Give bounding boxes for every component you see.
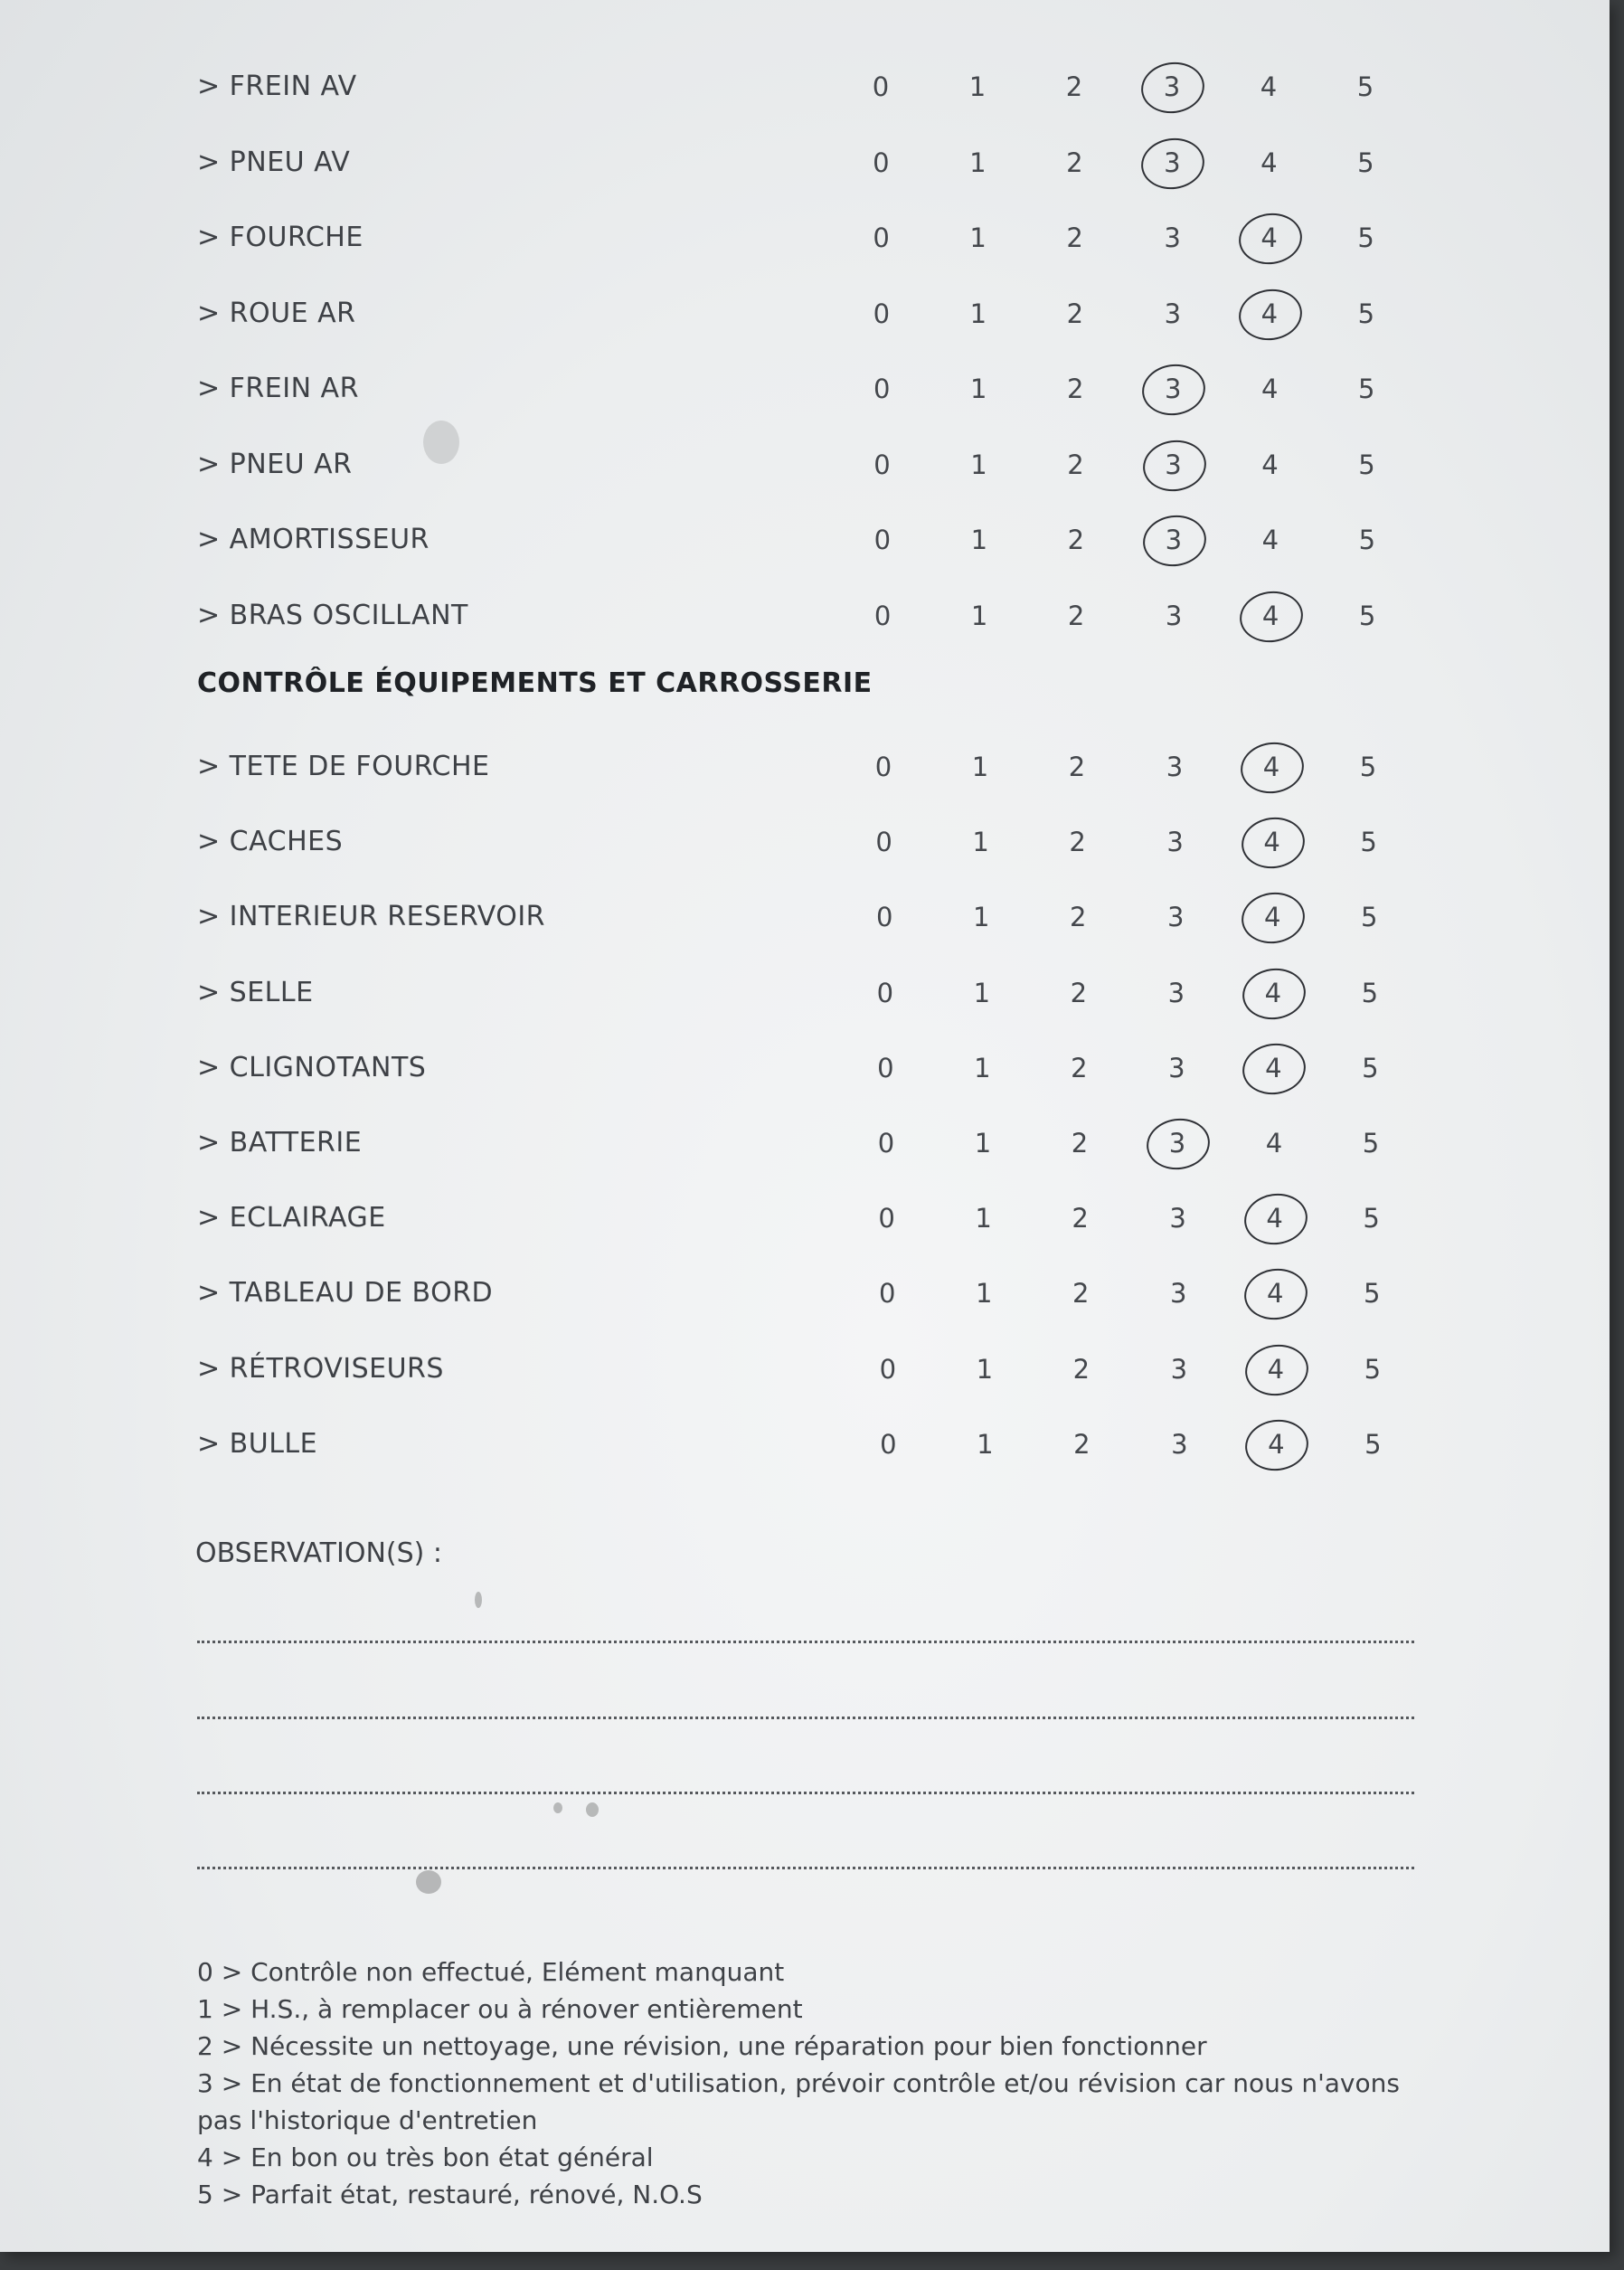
- score-option[interactable]: 1: [975, 1278, 993, 1310]
- score-option[interactable]: 1: [969, 222, 987, 253]
- score-option[interactable]: 0: [878, 1278, 896, 1310]
- score-option[interactable]: 4: [1265, 1128, 1283, 1159]
- score-option[interactable]: 5: [1362, 1128, 1380, 1159]
- row-label: > PNEU AR: [197, 448, 353, 480]
- score-option[interactable]: 0: [878, 1203, 895, 1234]
- score-option[interactable]: 1: [968, 71, 987, 102]
- row-label: > TABLEAU DE BORD: [197, 1277, 494, 1310]
- score-option[interactable]: 1: [969, 147, 987, 178]
- score-option[interactable]: 3: [1171, 1428, 1188, 1460]
- rating-row: [0, 287, 1610, 341]
- row-label: > ECLAIRAGE: [197, 1202, 386, 1234]
- row-label: > FOURCHE: [197, 222, 364, 253]
- score-option[interactable]: 0: [874, 752, 892, 782]
- row-label: > SELLE: [197, 976, 314, 1008]
- score-option[interactable]: 2: [1072, 1278, 1090, 1310]
- score-option[interactable]: 2: [1071, 1128, 1089, 1159]
- score-option-selected[interactable]: 4: [1248, 1266, 1302, 1320]
- rating-row: [0, 60, 1610, 114]
- rating-row: [0, 890, 1610, 944]
- score-option[interactable]: 0: [873, 449, 891, 480]
- score-option-selected[interactable]: 4: [1243, 589, 1298, 643]
- observation-line[interactable]: [197, 1792, 1414, 1794]
- score-option-selected[interactable]: 3: [1147, 438, 1201, 492]
- score-option[interactable]: 1: [974, 1128, 992, 1159]
- smudge: [475, 1592, 482, 1608]
- rating-row: [0, 1266, 1610, 1320]
- legend-item-1: 1 > H.S., à remplacer ou à rénover entièrement: [197, 1994, 803, 2024]
- score-option[interactable]: 5: [1357, 222, 1374, 253]
- score-option[interactable]: 1: [969, 374, 987, 404]
- score-option[interactable]: 1: [970, 449, 987, 480]
- smudge: [423, 421, 459, 464]
- rating-row: [0, 1041, 1610, 1095]
- rating-row: [0, 966, 1610, 1020]
- row-label: > BATTERIE: [197, 1127, 363, 1159]
- rating-row: [0, 438, 1610, 492]
- score-option[interactable]: 5: [1362, 1052, 1379, 1083]
- rating-row: [0, 513, 1610, 567]
- score-option[interactable]: 2: [1069, 827, 1086, 858]
- row-label: > RÉTROVISEURS: [197, 1352, 444, 1385]
- score-option[interactable]: 0: [873, 222, 890, 253]
- score-option[interactable]: 5: [1358, 449, 1375, 480]
- score-option[interactable]: 3: [1166, 752, 1184, 782]
- score-option[interactable]: 0: [877, 1128, 895, 1159]
- score-option[interactable]: 1: [974, 1052, 991, 1083]
- score-option[interactable]: 2: [1067, 525, 1085, 555]
- rating-row: [0, 1191, 1610, 1245]
- legend: [197, 1953, 1427, 2213]
- score-option[interactable]: 5: [1364, 1428, 1382, 1460]
- row-label: > AMORTISSEUR: [197, 524, 430, 555]
- observation-line[interactable]: [197, 1717, 1414, 1719]
- observation-line[interactable]: [197, 1641, 1414, 1643]
- score-option-selected[interactable]: 4: [1248, 1191, 1302, 1245]
- score-option[interactable]: 0: [873, 147, 890, 178]
- score-option[interactable]: 1: [970, 525, 988, 555]
- score-option[interactable]: 0: [873, 600, 892, 631]
- score-option[interactable]: 2: [1066, 298, 1084, 329]
- score-option[interactable]: 5: [1357, 147, 1374, 178]
- score-option[interactable]: 4: [1261, 449, 1279, 480]
- rating-row: [0, 1342, 1610, 1396]
- score-option[interactable]: 2: [1065, 71, 1083, 102]
- score-option[interactable]: 0: [875, 902, 893, 933]
- score-option[interactable]: 1: [972, 902, 990, 933]
- score-option[interactable]: 3: [1167, 977, 1185, 1008]
- score-option[interactable]: 1: [977, 1428, 994, 1460]
- score-option[interactable]: 3: [1164, 222, 1181, 253]
- score-option[interactable]: 1: [973, 977, 991, 1008]
- score-option[interactable]: 2: [1070, 977, 1088, 1008]
- score-option-selected[interactable]: 3: [1145, 136, 1199, 190]
- score-option[interactable]: 0: [873, 298, 891, 329]
- score-option-selected[interactable]: 3: [1146, 362, 1200, 416]
- legend-item-5: 5 > Parfait état, restauré, rénové, N.O.S: [197, 2180, 703, 2209]
- score-option-selected[interactable]: 4: [1246, 966, 1300, 1020]
- score-option[interactable]: 2: [1066, 222, 1083, 253]
- rating-row: [0, 211, 1610, 265]
- score-option-selected[interactable]: 4: [1245, 815, 1299, 869]
- score-option[interactable]: 3: [1170, 1353, 1188, 1385]
- score-option[interactable]: 5: [1361, 977, 1379, 1008]
- score-option[interactable]: 1: [970, 600, 988, 631]
- row-label: > PNEU AV: [197, 146, 351, 178]
- score-option[interactable]: 2: [1067, 600, 1085, 631]
- score-option[interactable]: 5: [1357, 374, 1375, 404]
- smudge: [586, 1802, 599, 1817]
- section-title: CONTRÔLE ÉQUIPEMENTS ET CARROSSERIE: [197, 667, 873, 699]
- score-option[interactable]: 1: [971, 752, 989, 782]
- score-option[interactable]: 1: [969, 298, 987, 329]
- score-option-selected[interactable]: 4: [1245, 890, 1299, 944]
- score-option[interactable]: 5: [1359, 752, 1377, 782]
- score-option[interactable]: 3: [1166, 827, 1184, 858]
- score-option[interactable]: 4: [1261, 525, 1279, 555]
- rating-row: [0, 815, 1610, 869]
- rating-row: [0, 740, 1610, 794]
- legend-item-4: 4 > En bon ou très bon état général: [197, 2142, 654, 2172]
- score-option[interactable]: 0: [877, 1052, 894, 1083]
- score-option-selected[interactable]: 3: [1147, 513, 1201, 567]
- score-option[interactable]: 2: [1066, 147, 1083, 178]
- row-label: > BRAS OSCILLANT: [197, 599, 468, 631]
- score-option[interactable]: 5: [1358, 600, 1376, 631]
- row-label: > CACHES: [197, 826, 344, 858]
- legend-item-0: 0 > Contrôle non effectué, Elément manquant: [197, 1957, 785, 1987]
- row-label: > TETE DE FOURCHE: [197, 751, 490, 782]
- smudge: [416, 1870, 441, 1894]
- observation-line[interactable]: [197, 1867, 1414, 1869]
- score-option-selected[interactable]: 3: [1150, 1116, 1204, 1170]
- smudge: [553, 1802, 562, 1813]
- score-option[interactable]: 5: [1363, 1278, 1381, 1310]
- score-option[interactable]: 0: [880, 1428, 897, 1460]
- score-option-selected[interactable]: 4: [1244, 740, 1298, 794]
- row-label: > BULLE: [197, 1427, 318, 1460]
- score-option[interactable]: 5: [1356, 71, 1374, 102]
- row-label: > INTERIEUR RESERVOIR: [197, 901, 546, 933]
- row-label: > FREIN AV: [197, 71, 357, 102]
- score-option[interactable]: 5: [1360, 827, 1377, 858]
- score-option[interactable]: 3: [1168, 1052, 1185, 1083]
- score-option[interactable]: 1: [972, 827, 989, 858]
- score-option-selected[interactable]: 4: [1242, 287, 1297, 341]
- legend-item-3: 3 > En état de fonctionnement et d'utilisation, prévoir contrôle et/ou révision car nous n'avons pas l'historique d'entretien: [197, 2068, 1400, 2135]
- score-option-selected[interactable]: 4: [1242, 211, 1297, 265]
- rating-row: [0, 1116, 1610, 1170]
- score-option-selected[interactable]: 4: [1246, 1041, 1300, 1095]
- score-option[interactable]: 3: [1169, 1278, 1187, 1310]
- score-option[interactable]: 5: [1358, 525, 1376, 555]
- legend-item-2: 2 > Nécessite un nettoyage, une révision, une réparation pour bien fonctionner: [197, 2031, 1207, 2061]
- score-option[interactable]: 1: [975, 1203, 992, 1234]
- score-option[interactable]: 5: [1364, 1353, 1382, 1385]
- rating-row: [0, 1417, 1610, 1471]
- score-option[interactable]: 0: [873, 525, 892, 555]
- score-option[interactable]: 3: [1164, 298, 1182, 329]
- score-option[interactable]: 4: [1260, 374, 1279, 404]
- score-option[interactable]: 5: [1357, 298, 1375, 329]
- observations-label: OBSERVATION(S) :: [195, 1537, 442, 1569]
- score-option[interactable]: 0: [876, 977, 894, 1008]
- row-label: > CLIGNOTANTS: [197, 1051, 427, 1083]
- score-option[interactable]: 2: [1069, 902, 1087, 933]
- rating-row: [0, 362, 1610, 416]
- score-option[interactable]: 1: [976, 1353, 994, 1385]
- row-label: > FREIN AR: [197, 373, 359, 404]
- score-option[interactable]: 3: [1165, 600, 1183, 631]
- score-option[interactable]: 4: [1260, 71, 1278, 102]
- score-option-selected[interactable]: 3: [1145, 60, 1199, 114]
- score-option-selected[interactable]: 4: [1249, 1342, 1303, 1396]
- score-option[interactable]: 2: [1066, 374, 1084, 404]
- score-option[interactable]: 2: [1071, 1052, 1088, 1083]
- row-label: > ROUE AR: [197, 297, 356, 329]
- score-option[interactable]: 2: [1067, 449, 1084, 480]
- score-option[interactable]: 0: [879, 1353, 897, 1385]
- score-option[interactable]: 2: [1072, 1203, 1089, 1234]
- score-option[interactable]: 4: [1260, 147, 1278, 178]
- score-option[interactable]: 0: [873, 374, 891, 404]
- score-option[interactable]: 0: [872, 71, 890, 102]
- score-option[interactable]: 3: [1169, 1203, 1186, 1234]
- score-option-selected[interactable]: 4: [1249, 1417, 1303, 1471]
- score-option[interactable]: 3: [1166, 902, 1185, 933]
- score-option[interactable]: 2: [1068, 752, 1086, 782]
- score-option[interactable]: 5: [1360, 902, 1378, 933]
- score-option[interactable]: 2: [1073, 1428, 1091, 1460]
- score-option[interactable]: 0: [875, 827, 892, 858]
- score-option[interactable]: 5: [1363, 1203, 1380, 1234]
- score-option[interactable]: 2: [1072, 1353, 1091, 1385]
- rating-row: [0, 136, 1610, 190]
- rating-row: [0, 589, 1610, 643]
